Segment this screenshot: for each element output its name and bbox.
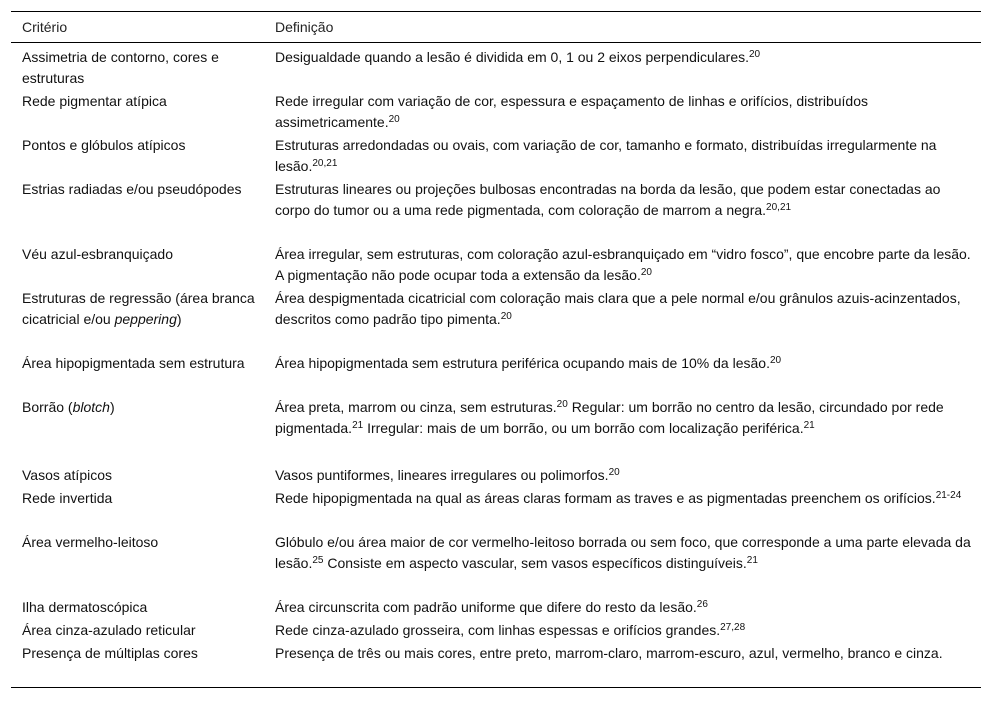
criterion-cell: Rede pigmentar atípica bbox=[22, 93, 167, 109]
reference: 20 bbox=[749, 49, 761, 60]
criterion-cell: Assimetria de contorno, cores e estruturas bbox=[22, 49, 219, 86]
reference: 21-24 bbox=[935, 490, 962, 501]
reference: 21 bbox=[352, 420, 364, 431]
table-row bbox=[11, 465, 981, 488]
table-row bbox=[11, 397, 981, 465]
definition-text: Rede cinza-azulado grosseira, com linhas espessas e orifícios grandes. bbox=[275, 622, 721, 638]
definition-text: Regular: um borrão no centro da lesão, circundado por rede pigmentada. bbox=[275, 399, 944, 436]
definition-cell bbox=[275, 397, 981, 465]
reference: 20,21 bbox=[312, 158, 338, 169]
criterion-cell: Área vermelho-leitoso bbox=[22, 534, 159, 550]
table-row bbox=[11, 288, 981, 353]
criterion-cell: Presença de múltiplas cores bbox=[22, 645, 198, 661]
reference: 20 bbox=[388, 114, 400, 125]
definition-text: Rede irregular com variação de cor, espessura e espaçamento de linhas e orifícios, distribuídos assimetricamente. bbox=[275, 93, 868, 130]
table-row bbox=[11, 488, 981, 532]
definition-line bbox=[367, 420, 815, 436]
definition-cell bbox=[275, 244, 981, 288]
reference: 20 bbox=[769, 355, 782, 366]
criterion-cell bbox=[11, 288, 275, 353]
definition-cell bbox=[275, 643, 981, 687]
definition-cell bbox=[275, 288, 981, 353]
criteria-table bbox=[11, 11, 981, 688]
definition-text: Consiste em aspecto vascular, sem vasos específicos distinguíveis. bbox=[323, 555, 747, 571]
definition-text: Área irregular, sem estruturas, com coloração azul-esbranquiçado em “vidro fosco”, que encobre parte da lesão. A pigmentação não pode ocupar toda a extensão da lesão. bbox=[275, 246, 971, 283]
reference: 21 bbox=[746, 555, 758, 566]
table-row bbox=[11, 179, 981, 244]
reference: 26 bbox=[696, 599, 708, 610]
definition-text: Glóbulo e/ou área maior de cor vermelho-leitoso borrada ou sem foco, que corresponde a uma parte elevada da lesão. bbox=[275, 534, 971, 571]
definition-text: Área hipopigmentada sem estrutura periférica ocupando mais de 10% da lesão. bbox=[275, 355, 770, 371]
criterion-cell: Véu azul-esbranquiçado bbox=[22, 246, 173, 262]
table-row bbox=[11, 532, 981, 597]
reference: 25 bbox=[312, 555, 324, 566]
criterion-cell: Área cinza-azulado reticular bbox=[22, 622, 196, 638]
definition-cell bbox=[275, 47, 981, 91]
definition-cell bbox=[275, 488, 981, 532]
reference: 20 bbox=[556, 399, 568, 410]
table-row bbox=[11, 244, 981, 288]
criterion-cell: Estrias radiadas e/ou pseudópodes bbox=[22, 181, 242, 197]
definition-text: Estruturas lineares ou projeções bulbosas encontradas na borda da lesão, que podem estar conectadas ao corpo do tumor ou a uma rede pigmentada, com coloração de marrom a negra. bbox=[275, 181, 941, 218]
definition-cell bbox=[275, 620, 981, 643]
criterion-cell: Pontos e glóbulos atípicos bbox=[22, 137, 186, 153]
criterion-emphasis: blotch bbox=[72, 399, 110, 415]
criterion-cell: Ilha dermatoscópica bbox=[22, 599, 148, 615]
criterion-emphasis: peppering bbox=[114, 311, 177, 327]
definition-cell bbox=[275, 353, 981, 397]
definition-text: Área preta, marrom ou cinza, sem estruturas. bbox=[275, 399, 557, 415]
reference: 21 bbox=[803, 420, 815, 431]
table-row bbox=[11, 91, 981, 135]
criterion-cell bbox=[11, 397, 275, 465]
table-row bbox=[11, 43, 981, 91]
criterion-text: Estruturas de regressão (área branca cicatricial e/ou bbox=[22, 290, 255, 327]
criterion-text: Borrão ( bbox=[22, 399, 73, 415]
definition-text: Irregular: mais de um borrão, ou um borrão com localização periférica. bbox=[367, 420, 804, 436]
definition-text: Vasos puntiformes, lineares irregulares ou polimorfos. bbox=[275, 467, 609, 483]
header-criterio: Critério bbox=[22, 18, 68, 35]
reference: 20 bbox=[608, 467, 620, 478]
definition-text: Área despigmentada cicatricial com coloração mais clara que a pele normal e/ou grânulos azuis-acinzentados, descritos como padrão tipo pimenta. bbox=[275, 290, 961, 327]
definition-text: Presença de três ou mais cores, entre preto, marrom-claro, marrom-escuro, azul, vermelho, branco e cinza. bbox=[275, 645, 943, 661]
definition-cell bbox=[275, 465, 981, 488]
definition-cell bbox=[275, 597, 981, 620]
table-row bbox=[11, 597, 981, 620]
table-row bbox=[11, 643, 981, 687]
reference: 20,21 bbox=[766, 202, 792, 213]
definition-cell bbox=[275, 179, 981, 244]
criterion-cell: Área hipopigmentada sem estrutura bbox=[22, 355, 245, 371]
reference: 20 bbox=[640, 267, 652, 278]
criterion-cell: Rede invertida bbox=[22, 490, 113, 506]
reference: 20 bbox=[500, 311, 512, 322]
definition-text: Desigualdade quando a lesão é dividida em 0, 1 ou 2 eixos perpendiculares. bbox=[275, 49, 749, 65]
table-row bbox=[11, 620, 981, 643]
definition-text: Estruturas arredondadas ou ovais, com variação de cor, tamanho e formato, distribuídas irregularmente na lesão. bbox=[275, 137, 937, 174]
header-definicao: Definição bbox=[275, 18, 334, 35]
definition-cell bbox=[275, 532, 981, 597]
table-header bbox=[11, 12, 981, 43]
definition-cell bbox=[275, 135, 981, 179]
criterion-text-end: ) bbox=[109, 399, 115, 415]
table-row bbox=[11, 353, 981, 397]
definition-cell bbox=[275, 91, 981, 135]
definition-line bbox=[275, 399, 568, 415]
criterion-text-end: ) bbox=[176, 311, 182, 327]
definition-text: Rede hipopigmentada na qual as áreas claras formam as traves e as pigmentadas preenchem os orifícios. bbox=[275, 490, 936, 506]
table-row bbox=[11, 135, 981, 179]
criterion-cell: Vasos atípicos bbox=[22, 467, 113, 483]
definition-text: Área circunscrita com padrão uniforme que difere do resto da lesão. bbox=[275, 599, 697, 615]
reference: 27,28 bbox=[720, 622, 746, 633]
